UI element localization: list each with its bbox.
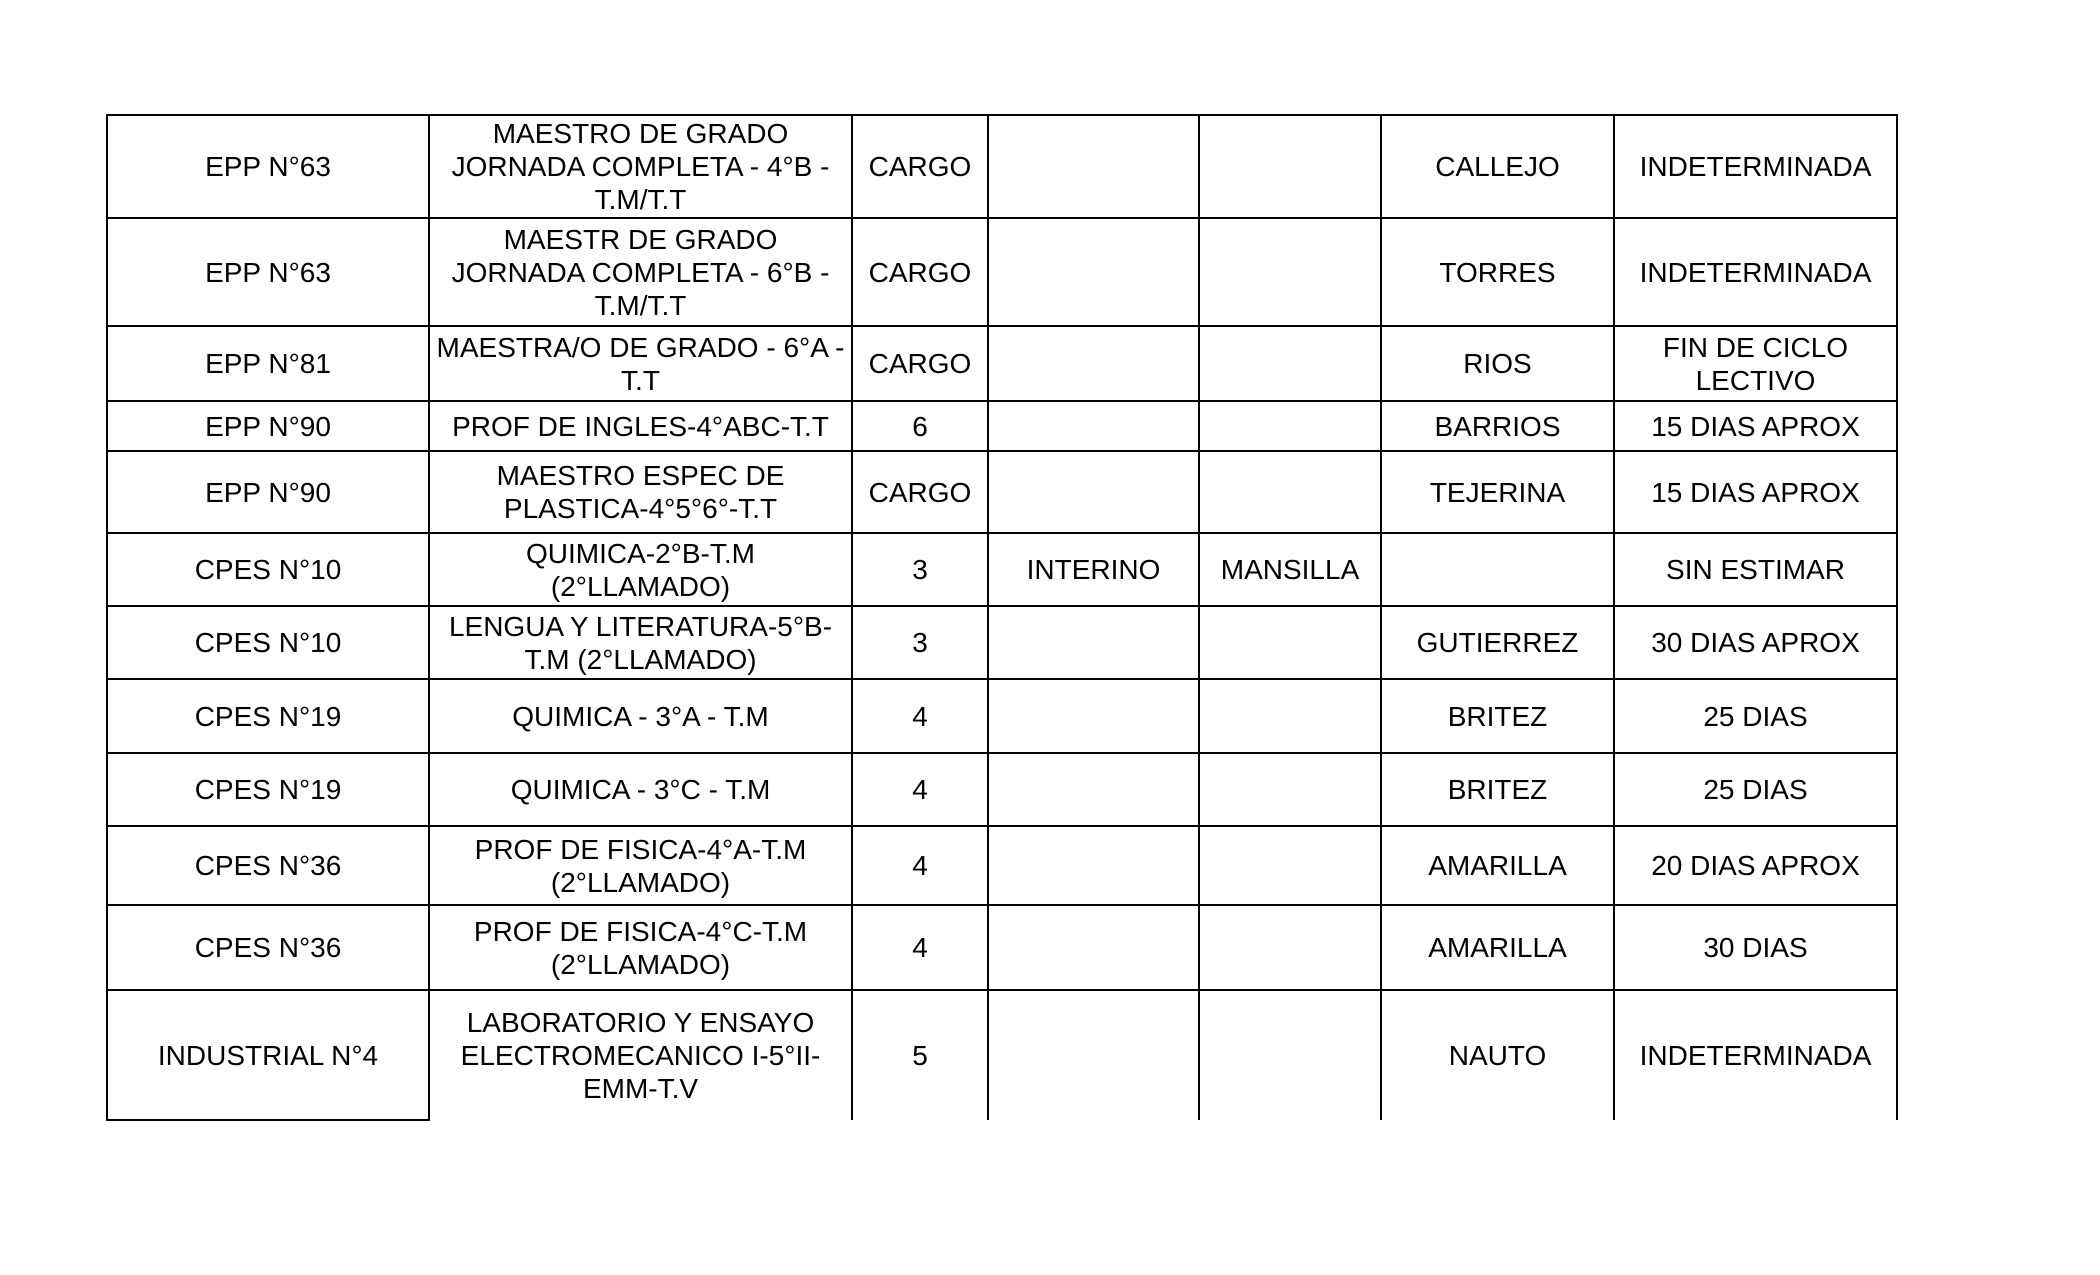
school-cell: CPES N°36 <box>107 826 429 905</box>
table-row <box>107 451 1897 533</box>
subject-cell: MAESTRO ESPEC DE PLASTICA-4°5°6°-T.T <box>429 451 852 533</box>
duration-cell: 30 DIAS APROX <box>1614 606 1897 679</box>
hours-cell: CARGO <box>852 218 988 326</box>
name-cell <box>1199 218 1381 326</box>
table-row <box>107 905 1897 990</box>
subject-cell: PROF DE FISICA-4°C-T.M (2°LLAMADO) <box>429 905 852 990</box>
duration-cell: SIN ESTIMAR <box>1614 533 1897 606</box>
name-cell <box>1199 451 1381 533</box>
name-cell <box>1199 990 1381 1120</box>
duration-cell: 25 DIAS <box>1614 753 1897 826</box>
holder-cell: TEJERINA <box>1381 451 1614 533</box>
subject-cell: PROF DE INGLES-4°ABC-T.T <box>429 401 852 451</box>
name-cell <box>1199 115 1381 218</box>
school-cell: INDUSTRIAL N°4 <box>107 990 429 1120</box>
table-row <box>107 218 1897 326</box>
school-cell: EPP N°90 <box>107 401 429 451</box>
table-row <box>107 326 1897 401</box>
duration-cell: 15 DIAS APROX <box>1614 401 1897 451</box>
school-cell: CPES N°10 <box>107 533 429 606</box>
holder-cell: NAUTO <box>1381 990 1614 1120</box>
status-cell <box>988 990 1199 1120</box>
status-cell <box>988 401 1199 451</box>
hours-cell: 4 <box>852 753 988 826</box>
name-cell: MANSILLA <box>1199 533 1381 606</box>
status-cell <box>988 606 1199 679</box>
name-cell <box>1199 606 1381 679</box>
school-cell: CPES N°19 <box>107 679 429 753</box>
hours-cell: CARGO <box>852 326 988 401</box>
duration-cell: 25 DIAS <box>1614 679 1897 753</box>
name-cell <box>1199 679 1381 753</box>
table-row <box>107 990 1897 1120</box>
duration-cell: 30 DIAS <box>1614 905 1897 990</box>
holder-cell: RIOS <box>1381 326 1614 401</box>
name-cell <box>1199 326 1381 401</box>
school-cell: EPP N°90 <box>107 451 429 533</box>
hours-cell: 3 <box>852 533 988 606</box>
table-row <box>107 679 1897 753</box>
holder-cell: GUTIERREZ <box>1381 606 1614 679</box>
school-cell: EPP N°63 <box>107 115 429 218</box>
subject-cell: LABORATORIO Y ENSAYO ELECTROMECANICO I-5°II-EMM-T.V <box>429 990 852 1120</box>
hours-cell: CARGO <box>852 451 988 533</box>
hours-cell: CARGO <box>852 115 988 218</box>
holder-cell: TORRES <box>1381 218 1614 326</box>
subject-cell: MAESTRA/O DE GRADO - 6°A - T.T <box>429 326 852 401</box>
hours-cell: 6 <box>852 401 988 451</box>
holder-cell: AMARILLA <box>1381 826 1614 905</box>
status-cell <box>988 451 1199 533</box>
school-cell: EPP N°81 <box>107 326 429 401</box>
holder-cell: CALLEJO <box>1381 115 1614 218</box>
hours-cell: 3 <box>852 606 988 679</box>
subject-cell: QUIMICA-2°B-T.M (2°LLAMADO) <box>429 533 852 606</box>
holder-cell: BARRIOS <box>1381 401 1614 451</box>
school-cell: CPES N°19 <box>107 753 429 826</box>
subject-cell: LENGUA Y LITERATURA-5°B-T.M (2°LLAMADO) <box>429 606 852 679</box>
status-cell <box>988 115 1199 218</box>
hours-cell: 4 <box>852 679 988 753</box>
hours-cell: 4 <box>852 905 988 990</box>
school-cell: CPES N°10 <box>107 606 429 679</box>
hours-cell: 4 <box>852 826 988 905</box>
table-row <box>107 533 1897 606</box>
school-cell: EPP N°63 <box>107 218 429 326</box>
table-row <box>107 826 1897 905</box>
duration-cell: INDETERMINADA <box>1614 990 1897 1120</box>
duration-cell: INDETERMINADA <box>1614 115 1897 218</box>
table-row <box>107 606 1897 679</box>
holder-cell: AMARILLA <box>1381 905 1614 990</box>
status-cell <box>988 905 1199 990</box>
school-cell: CPES N°36 <box>107 905 429 990</box>
status-cell <box>988 826 1199 905</box>
holder-cell: BRITEZ <box>1381 753 1614 826</box>
holder-cell: BRITEZ <box>1381 679 1614 753</box>
subject-cell: MAESTR DE GRADO JORNADA COMPLETA - 6°B - T.M/T.T <box>429 218 852 326</box>
status-cell <box>988 326 1199 401</box>
status-cell <box>988 753 1199 826</box>
subject-cell: PROF DE FISICA-4°A-T.M (2°LLAMADO) <box>429 826 852 905</box>
hours-cell: 5 <box>852 990 988 1120</box>
status-cell <box>988 218 1199 326</box>
name-cell <box>1199 753 1381 826</box>
table-row <box>107 401 1897 451</box>
duration-cell: FIN DE CICLO LECTIVO <box>1614 326 1897 401</box>
subject-cell: QUIMICA - 3°A - T.M <box>429 679 852 753</box>
table-row <box>107 115 1897 218</box>
subject-cell: QUIMICA - 3°C - T.M <box>429 753 852 826</box>
name-cell <box>1199 826 1381 905</box>
subject-cell: MAESTRO DE GRADO JORNADA COMPLETA - 4°B - T.M/T.T <box>429 115 852 218</box>
vacancy-table <box>106 114 1898 1121</box>
name-cell <box>1199 905 1381 990</box>
duration-cell: 20 DIAS APROX <box>1614 826 1897 905</box>
name-cell <box>1199 401 1381 451</box>
duration-cell: INDETERMINADA <box>1614 218 1897 326</box>
status-cell <box>988 679 1199 753</box>
status-cell: INTERINO <box>988 533 1199 606</box>
holder-cell <box>1381 533 1614 606</box>
duration-cell: 15 DIAS APROX <box>1614 451 1897 533</box>
table-row <box>107 753 1897 826</box>
